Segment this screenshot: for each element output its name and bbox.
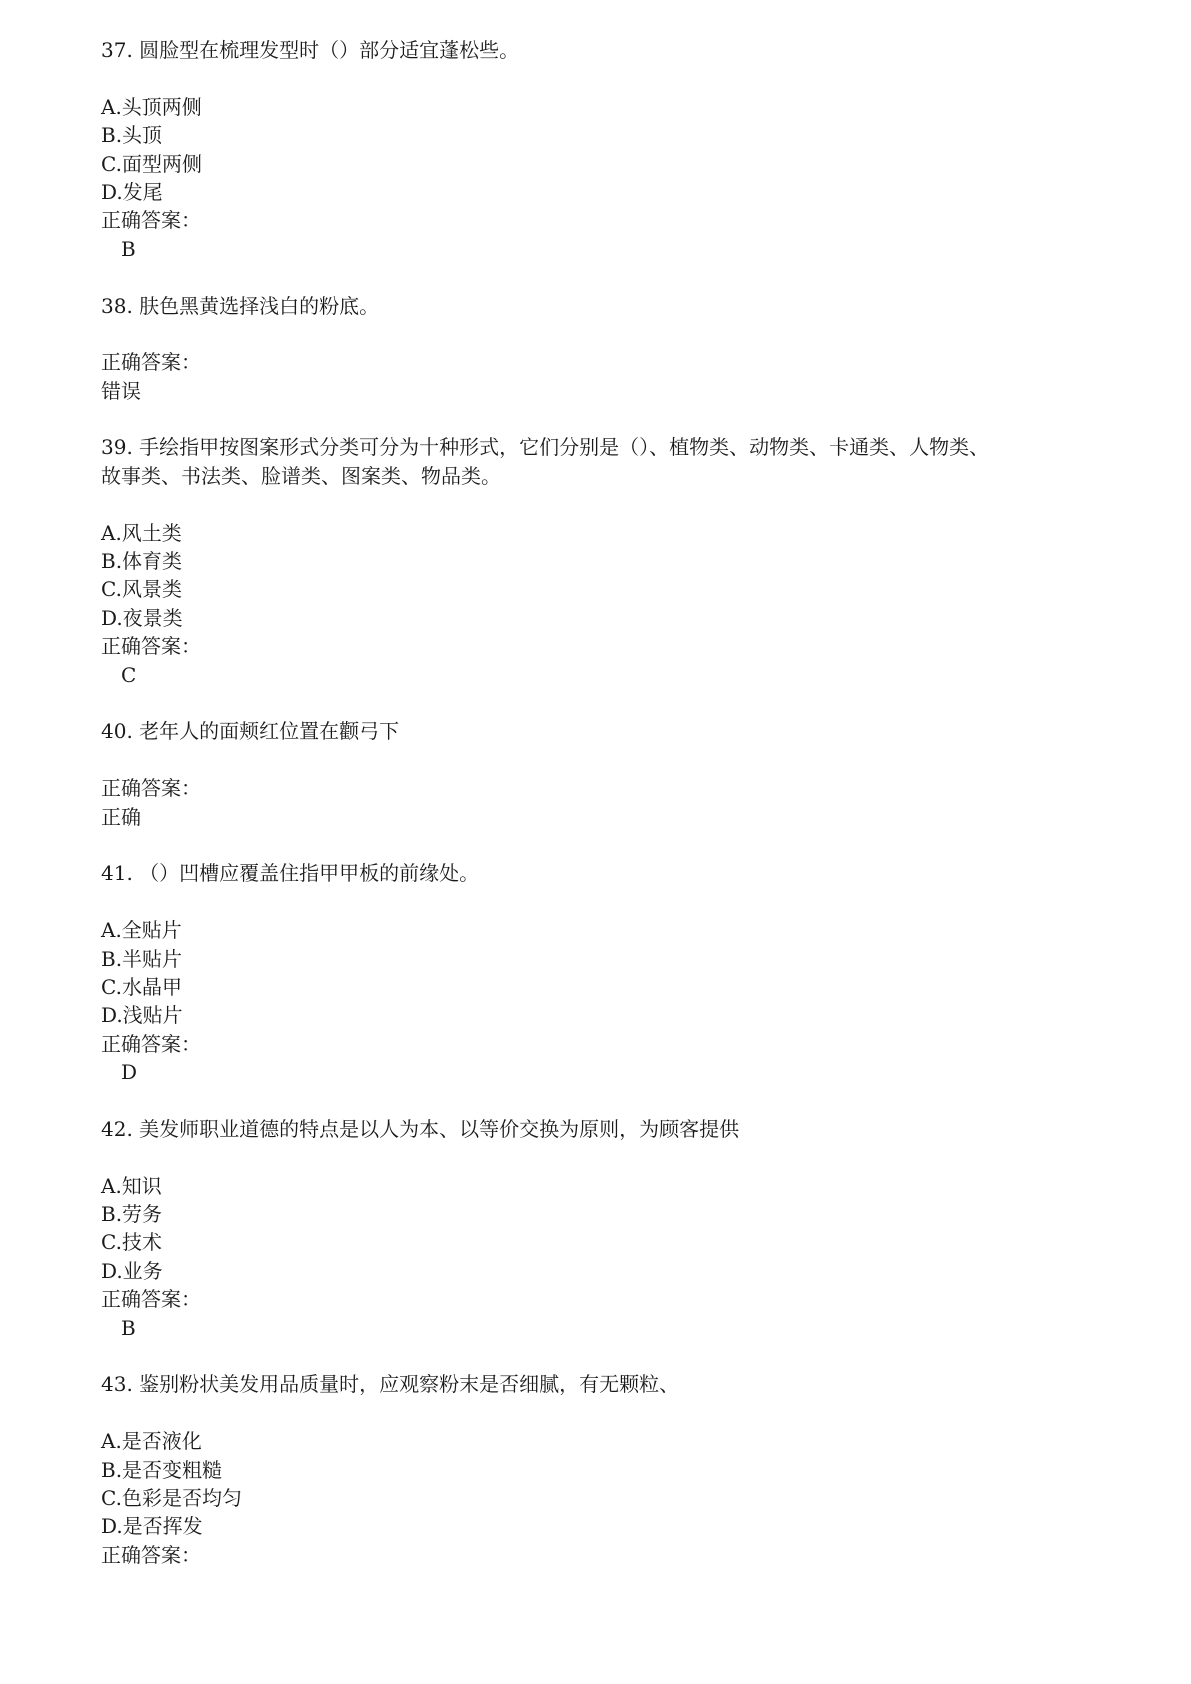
answer-label: 正确答案： [101,208,201,233]
spacer [101,405,1101,433]
spacer [101,888,1101,916]
option-item: A.是否液化 [101,1429,202,1454]
spacer [101,1399,1101,1427]
spacer [101,320,1101,348]
option-item: D.浅贴片 [101,1003,183,1028]
answer-value: B [121,1315,136,1340]
question-block [101,1370,1101,1569]
option-item: B.体育类 [101,549,183,574]
spacer [101,263,1101,291]
option-item: D.发尾 [101,179,163,204]
question-stem: 37. 圆脸型在梳理发型时（）部分适宜蓬松些。 [101,38,520,62]
answer-label: 正确答案： [101,1031,201,1056]
option-item: A.全贴片 [101,918,182,943]
answer-label: 正确答案： [101,1542,201,1567]
question-stem: 40. 老年人的面颊红位置在颧弓下 [101,719,400,744]
option-item: B.头顶 [101,123,163,148]
spacer [101,831,1101,859]
question-block [101,433,1101,717]
option-item: D.是否挥发 [101,1514,203,1539]
option-item: B.半贴片 [101,946,183,971]
question-stem: 41. （）凹槽应覆盖住指甲甲板的前缘处。 [101,861,480,886]
exam-page [101,36,1101,1569]
spacer [101,689,1101,717]
spacer [101,1143,1101,1171]
question-block [101,717,1101,859]
question-stem: 42. 美发师职业道德的特点是以人为本、以等价交换为原则，为顾客提供 [101,1116,740,1141]
spacer [101,746,1101,774]
answer-value: D [121,1060,138,1085]
question-block [101,1115,1101,1371]
option-item: C.技术 [101,1230,162,1255]
question-stem: 38. 肤色黑黄选择浅白的粉底。 [101,293,380,318]
answer-label: 正确答案： [101,1287,201,1312]
spacer [101,64,1101,92]
spacer [101,1086,1101,1114]
answer-label: 正确答案： [101,350,201,375]
option-item: D.夜景类 [101,605,183,630]
question-stem: 43. 鉴别粉状美发用品质量时，应观察粉末是否细腻，有无颗粒、 [101,1372,680,1397]
answer-value: 错误 [101,378,141,403]
option-item: C.水晶甲 [101,974,182,999]
answer-value: B [121,236,136,261]
option-item: A.风土类 [101,520,182,545]
question-block [101,859,1101,1115]
answer-label: 正确答案： [101,634,201,659]
option-item: C.风景类 [101,577,182,602]
question-block [101,292,1101,434]
answer-label: 正确答案： [101,776,201,801]
option-item: C.面型两侧 [101,151,202,176]
option-item: B.劳务 [101,1202,163,1227]
option-item: C.色彩是否均匀 [101,1485,242,1510]
answer-value: C [121,662,137,687]
option-item: A.头顶两侧 [101,94,202,119]
option-item: D.业务 [101,1258,163,1283]
question-stem: 39. 手绘指甲按图案形式分类可分为十种形式，它们分别是（）、植物类、动物类、卡通类、人物类、 [101,435,990,460]
option-item: A.知识 [101,1173,162,1198]
question-stem: 故事类、书法类、脸谱类、图案类、物品类。 [101,463,501,488]
option-item: B.是否变粗糙 [101,1457,223,1482]
spacer [101,1342,1101,1370]
spacer [101,490,1101,518]
answer-value: 正确 [101,804,141,829]
question-block [101,36,1101,292]
